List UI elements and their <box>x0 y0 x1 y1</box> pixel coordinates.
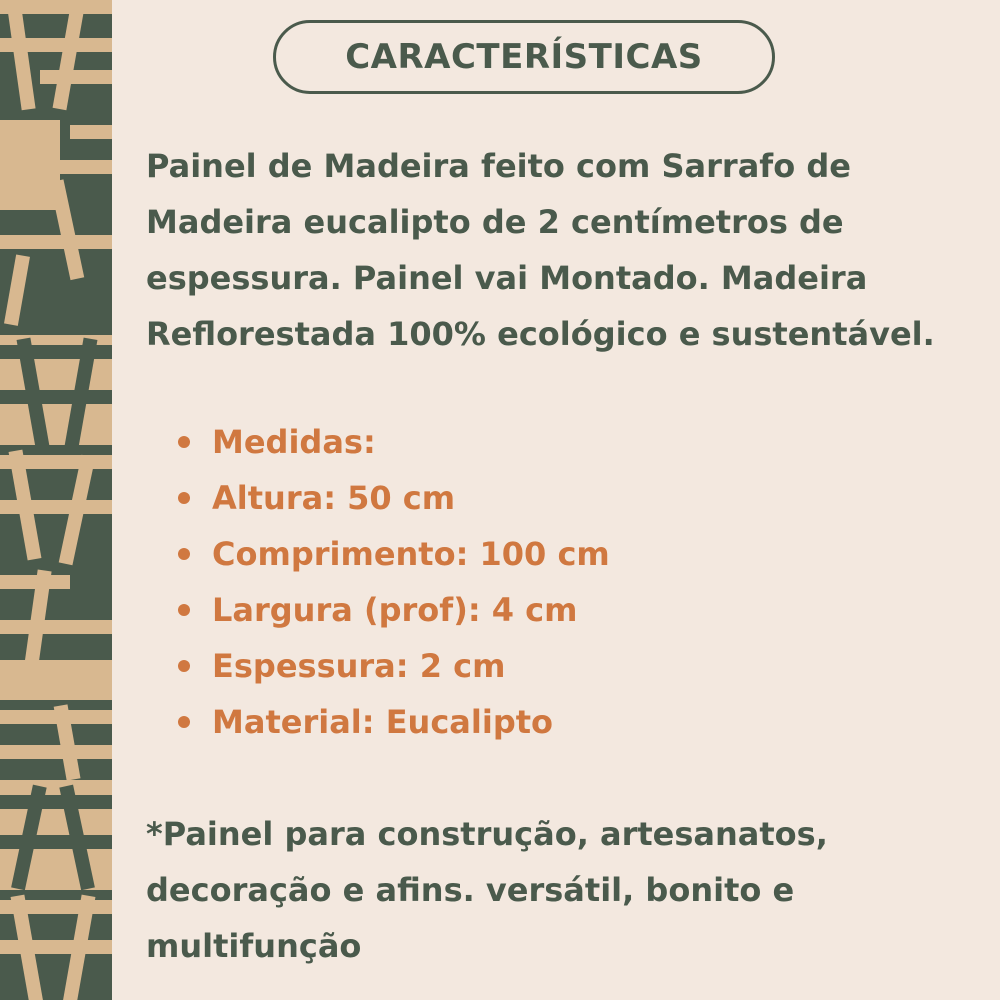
footnote: *Painel para construção, artesanatos, decoração e afins. versátil, bonito e multifunção <box>146 815 828 965</box>
spec-label: Comprimento: 100 cm <box>212 535 610 573</box>
bullet-icon <box>178 716 190 728</box>
wood-slat-pattern <box>0 0 112 1000</box>
spec-item-medidas <box>176 414 610 470</box>
spec-item-espessura <box>176 638 610 694</box>
spec-label: Medidas: <box>212 423 376 461</box>
page-title: CARACTERÍSTICAS <box>345 37 703 77</box>
spec-item-material <box>176 694 610 750</box>
bullet-icon <box>178 436 190 448</box>
bullet-icon <box>178 604 190 616</box>
spec-item-largura <box>176 582 610 638</box>
bullet-icon <box>178 492 190 504</box>
spec-item-altura <box>176 470 610 526</box>
spec-label: Material: Eucalipto <box>212 703 554 741</box>
spec-label: Altura: 50 cm <box>212 479 456 517</box>
product-description: Painel de Madeira feito com Sarrafo de Madeira eucalipto de 2 centímetros de espessura. Painel vai Montado. Madeira Reflorestada 100% ecológico e sustentável. <box>146 147 935 353</box>
spec-label: Largura (prof): 4 cm <box>212 591 578 629</box>
title-badge <box>273 20 775 94</box>
spec-label: Espessura: 2 cm <box>212 647 506 685</box>
spec-item-comprimento <box>176 526 610 582</box>
bullet-icon <box>178 548 190 560</box>
bullet-icon <box>178 660 190 672</box>
specs-list <box>176 414 610 750</box>
